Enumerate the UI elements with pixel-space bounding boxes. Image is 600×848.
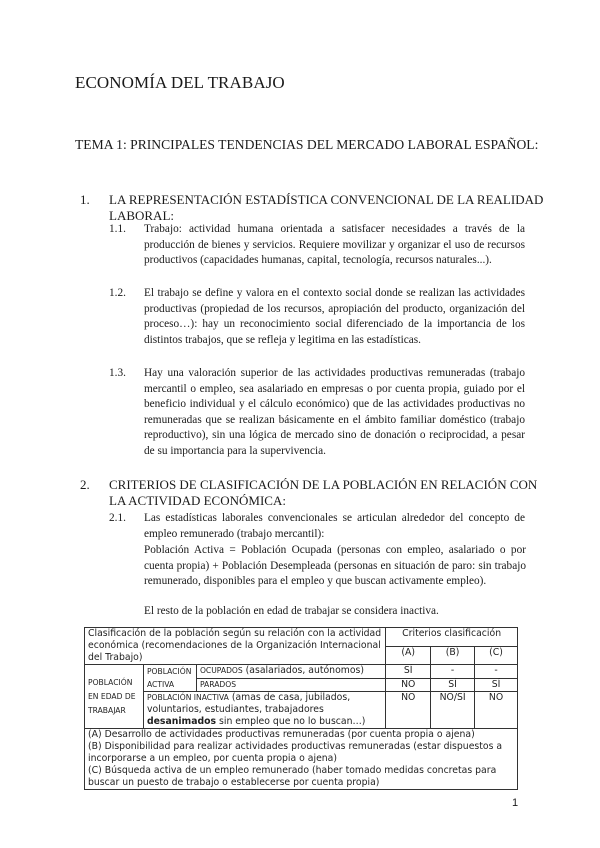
unemployed-label: PARADOS — [199, 679, 237, 689]
active-population-label: POBLACIÓN ACTIVA — [143, 665, 196, 692]
subsection-text: El trabajo se define y valora en el contexto social donde se realizan las actividades productivas (propiedad de los recursos, apropiación del producto, organización del proceso…): hay un reconocimiento social diferenciado de la importancia de los distintos trabajos, que se refleja y legitima en las estadísticas. — [144, 287, 525, 346]
subsection-number: 2.1. — [109, 512, 126, 524]
employed-a: SÍ — [386, 665, 431, 679]
table-header-row — [85, 628, 518, 647]
inactive-bold: desanimados — [146, 716, 217, 727]
unemployed-a: NO — [386, 678, 431, 692]
employed-b: - — [431, 665, 475, 679]
topic-heading: TEMA 1: PRINCIPALES TENDENCIAS DEL MERCADO LABORAL ESPAÑOL: — [75, 137, 539, 152]
section-number: 2. — [80, 477, 90, 492]
inactive-label: POBLACIÓN INACTIVA — [146, 693, 229, 702]
section-title: CRITERIOS DE CLASIFICACIÓN DE LA POBLACIÓN EN RELACIÓN CON LA ACTIVIDAD ECONÓMICA: — [109, 477, 538, 508]
note-c: (C) Búsqueda activa de un empleo remunerado (haber tomado medidas concretas para buscar un puesto de trabajo o establecerse por cuenta propia) — [88, 765, 497, 788]
document-title: ECONOMÍA DEL TRABAJO — [75, 73, 285, 92]
unemployed-cell — [196, 678, 385, 692]
subsection-text: Trabajo: actividad humana orientada a satisfacer necesidades a través de la producción de bienes y servicios. Requiere movilizar y organizar el uso de recursos productivos (capacidades humanas, capital, tecnología, recursos naturales...). — [144, 223, 525, 267]
table-header-title: Clasificación de la población según su relación con la actividad económica (recomendaciones de la Organización Internacional del Trabajo) — [85, 628, 386, 665]
section-number: 1. — [80, 192, 90, 207]
subsection-number: 1.2. — [109, 287, 126, 299]
criteria-c: (C) — [475, 646, 518, 665]
criteria-b: (B) — [431, 646, 475, 665]
table-row — [85, 692, 518, 729]
employed-cell — [196, 665, 385, 679]
note-b: (B) Disponibilidad para realizar actividades productivas remuneradas (estar dispuestos a incorporarse a un empleo, por cuenta propia o ajena) — [88, 741, 503, 764]
table-notes-row — [85, 729, 518, 790]
note-a: (A) Desarrollo de actividades productivas remuneradas (por cuenta propia o ajena) — [88, 729, 475, 740]
inactive-cell — [143, 692, 385, 729]
employed-detail: (asalariados, autónomos) — [242, 665, 364, 676]
subsection-number: 1.3. — [109, 367, 126, 379]
unemployed-c: SÍ — [475, 678, 518, 692]
classification-table — [84, 627, 518, 790]
unemployed-b: SÍ — [431, 678, 475, 692]
active-population-definition: Población Activa = Población Ocupada (personas con empleo, asalariado o por cuenta propia) + Población Desempleada (personas en situación de paro: sin trabajo remunerado, disponibles para el empleo y que buscan activamente empleo). — [144, 544, 526, 588]
criteria-header: Criterios clasificación — [386, 628, 518, 647]
inactive-b: NO/SÍ — [431, 692, 475, 729]
section-title: LA REPRESENTACIÓN ESTADÍSTICA CONVENCIONAL DE LA REALIDAD LABORAL: — [109, 192, 544, 223]
inactive-c: NO — [475, 692, 518, 729]
inactive-a: NO — [386, 692, 431, 729]
employed-c: - — [475, 665, 518, 679]
subsection-number: 1.1. — [109, 223, 126, 235]
inactive-population-note: El resto de la población en edad de trabajar se considera inactiva. — [144, 605, 439, 617]
inactive-detail: (amas de casa, jubilados, voluntarios, estudiantes, trabajadores — [146, 692, 351, 715]
employed-label: OCUPADOS — [199, 666, 243, 675]
subsection-text: Las estadísticas laborales convencionales se articulan alrededor del concepto de empleo remunerado (trabajo mercantil): — [144, 512, 525, 540]
inactive-tail: sin empleo que no lo buscan…) — [216, 716, 366, 727]
subsection-text: Hay una valoración superior de las actividades productivas remuneradas (trabajo mercantil o empleo, sea asalariado en empresas o por cuenta propia, guiado por el beneficio individual y el cálculo económico) que de las actividades productivas no remuneradas que se realizan básicamente en el ámbito familiar doméstico (trabajo reproductivo), sin una lógica de mercado sino de donación o reciprocidad, a pesar de su importancia para la supervivencia. — [144, 367, 525, 457]
page-number: 1 — [512, 797, 519, 809]
criteria-a: (A) — [386, 646, 431, 665]
criteria-notes — [85, 729, 518, 790]
table-row — [85, 665, 518, 679]
working-age-label: POBLACIÓN EN EDAD DE TRABAJAR — [85, 665, 144, 729]
